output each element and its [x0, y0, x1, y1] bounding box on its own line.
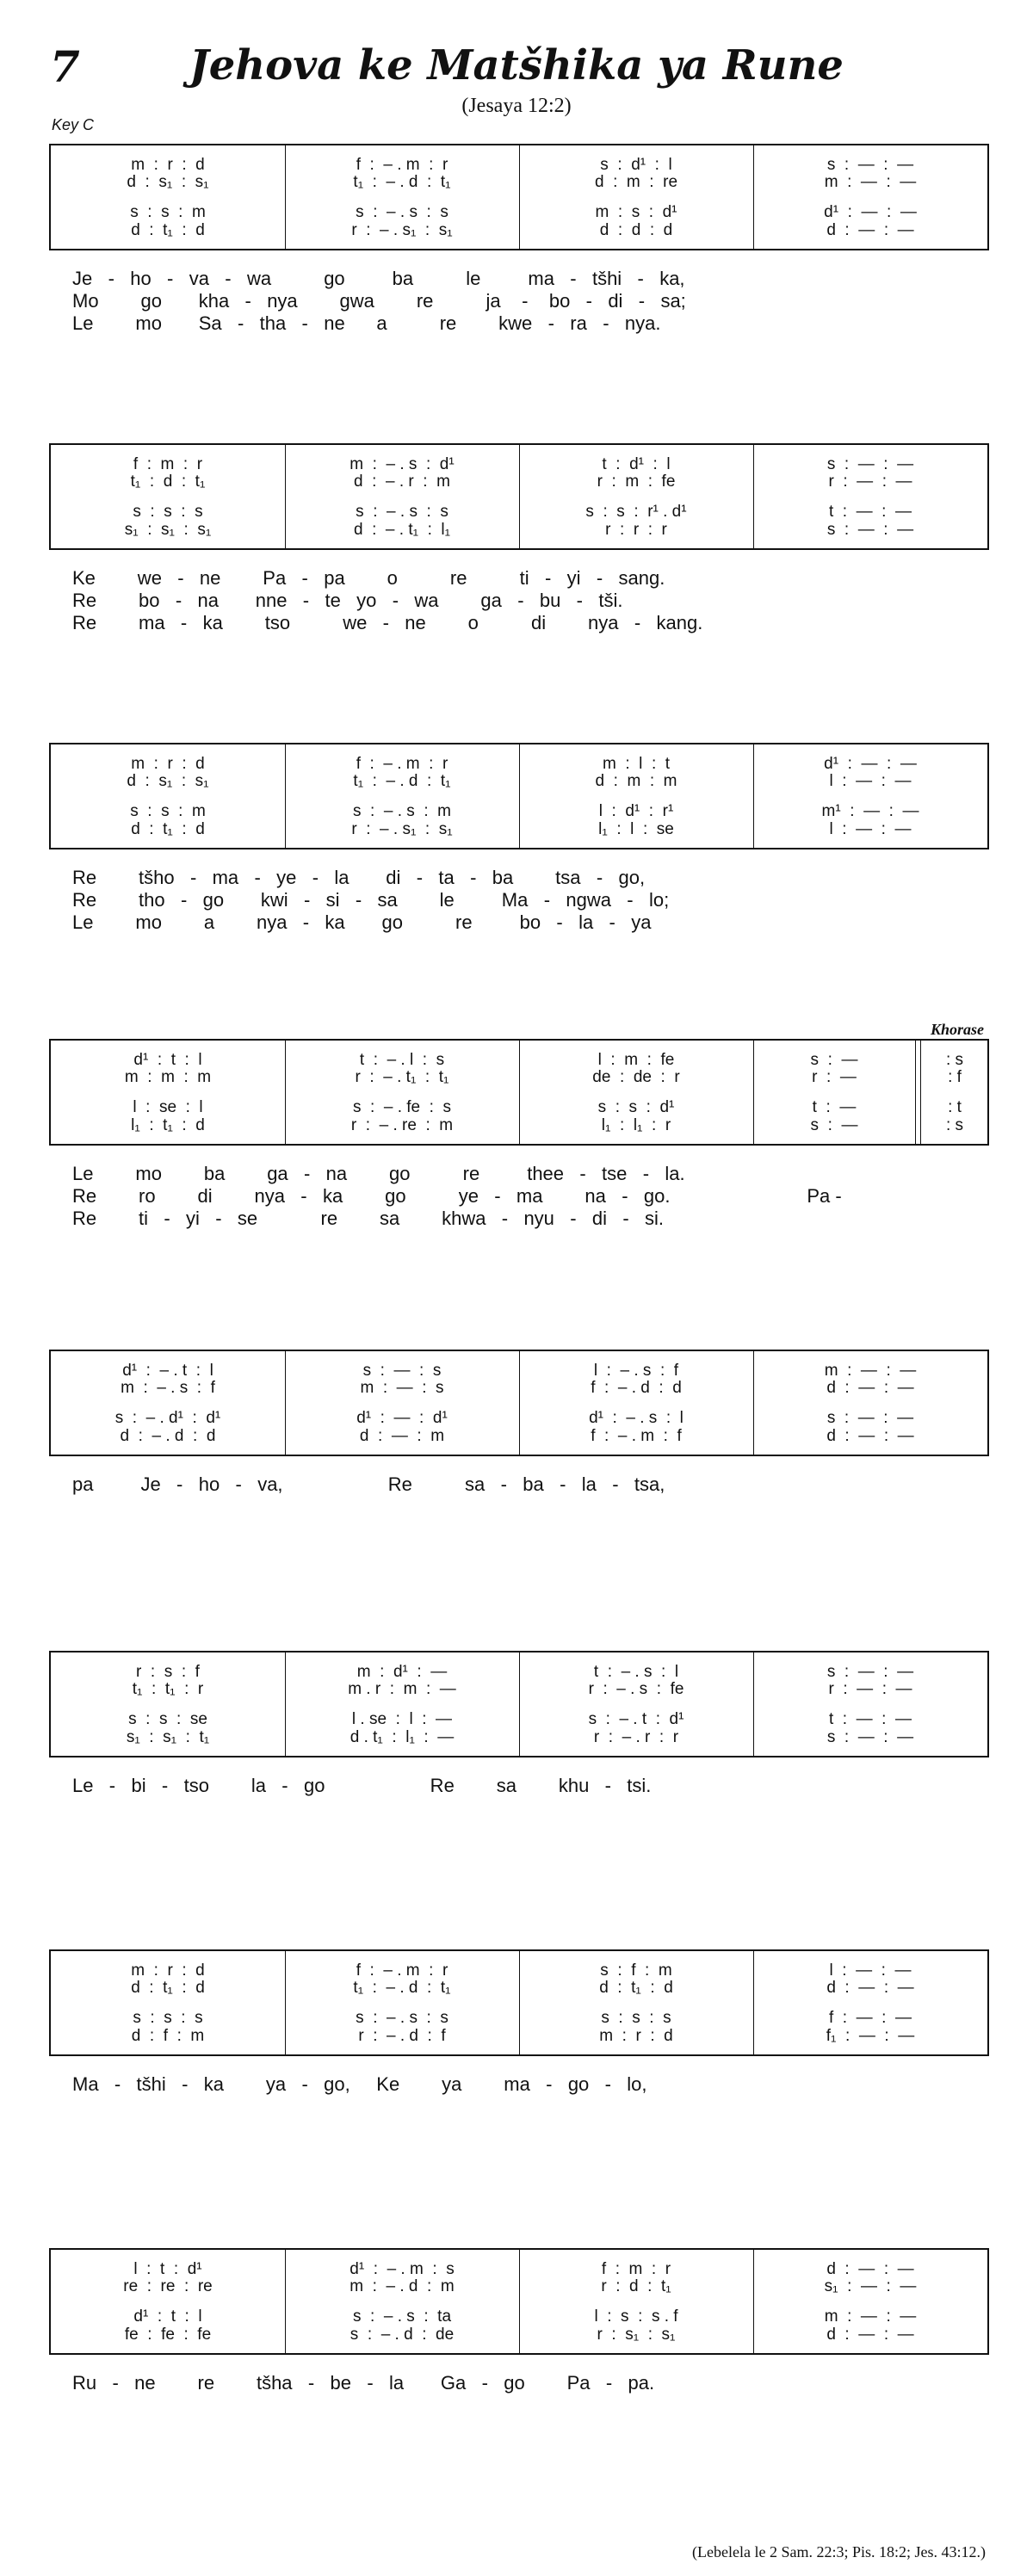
- measure: [753, 1041, 915, 1144]
- bar-line: [519, 1041, 520, 1144]
- solfa-notes: s : – . s : s: [356, 203, 448, 221]
- lyric-line: Ma - tšhi - ka ya - go, Ke ya ma - go - lo,: [72, 2073, 647, 2095]
- solfa-notes: m : r : d: [131, 755, 205, 773]
- lyrics-block: [72, 2073, 1019, 2096]
- solfa-notes: s : — : —: [826, 1728, 914, 1746]
- voice-row: [519, 520, 753, 541]
- solfa-notes: s : —: [810, 1116, 858, 1134]
- voice-row: [753, 1115, 915, 1136]
- solfa-notes: r : d : t₁: [601, 2277, 671, 2295]
- solfa-notes: : s: [945, 1051, 964, 1069]
- voice-row: [285, 2325, 519, 2345]
- voice-row: [51, 2276, 285, 2297]
- solfa-notes: s : s : se: [128, 1710, 207, 1728]
- solfa-notes: d . t₁ : l₁ : —: [349, 1728, 455, 1746]
- solfa-notes: f : – . m : r: [356, 1961, 448, 1980]
- solfa-notes: r : – . s₁ : s₁: [351, 221, 453, 239]
- solfa-notes: f : – . d : d: [591, 1379, 682, 1397]
- bar-line: [519, 2250, 520, 2353]
- solfa-notes: d : – . t₁ : l₁: [353, 521, 451, 539]
- lyrics-block: [72, 867, 1019, 934]
- voice-row: [753, 2325, 987, 2345]
- voice-row: [285, 1067, 519, 1088]
- solfa-notes: d : — : —: [826, 1427, 914, 1445]
- measure: [51, 445, 285, 548]
- voice-row: [285, 1115, 519, 1136]
- music-system: [49, 1651, 989, 1757]
- solfa-notes: l : d¹ : r¹: [598, 802, 674, 820]
- solfa-notes: s : s : s: [133, 2009, 203, 2027]
- voice-row: [519, 2276, 753, 2297]
- voice-row: [519, 2325, 753, 2345]
- solfa-notes: f₁ : — : —: [826, 2027, 915, 2045]
- bar-line: [519, 445, 520, 548]
- solfa-notes: t : —: [812, 1098, 857, 1116]
- solfa-notes: m : d¹ : —: [356, 1663, 448, 1681]
- solfa-notes: r : s : f: [136, 1663, 200, 1681]
- solfa-notes: d¹ : – . s : l: [589, 1409, 684, 1427]
- solfa-notes: m : r : d: [131, 1961, 205, 1980]
- solfa-notes: f : m : r: [133, 455, 203, 473]
- scripture-reference: (Jesaya 12:2): [461, 95, 572, 117]
- lyrics-block: [72, 1775, 1019, 1797]
- measure: [753, 145, 987, 249]
- bar-line: [285, 145, 286, 249]
- voice-row: [519, 1067, 753, 1088]
- bar-line: [285, 744, 286, 848]
- voice-row: [753, 472, 987, 492]
- voice-row: [753, 172, 987, 193]
- solfa-notes: f : – . m : r: [356, 755, 448, 773]
- music-system: [49, 144, 989, 250]
- solfa-notes: l₁ : l : se: [598, 820, 674, 838]
- voice-row: [519, 771, 753, 792]
- voice-row: [519, 1115, 753, 1136]
- lyric-line: Le mo ba ga - na go re thee - tse - la.: [72, 1163, 685, 1184]
- music-system: [49, 1949, 989, 2056]
- voice-row: [753, 220, 987, 241]
- bar-line: [753, 1951, 754, 2054]
- voice-row: [51, 2026, 285, 2047]
- bar-line: [285, 1351, 286, 1455]
- voice-row: [753, 1978, 987, 1998]
- voice-row: [285, 1978, 519, 1998]
- bar-line: [753, 744, 754, 848]
- voice-row: [51, 520, 285, 541]
- bar-line: [285, 445, 286, 548]
- measure: [519, 1652, 753, 1756]
- measure: [51, 744, 285, 848]
- measure: [519, 744, 753, 848]
- lyric-line: Je - ho - va - wa go ba le ma - tšhi - ka,: [72, 268, 685, 289]
- lyric-line: Le mo Sa - tha - ne a re kwe - ra - nya.: [72, 312, 661, 334]
- voice-row: [519, 1727, 753, 1748]
- voice-row: [519, 1378, 753, 1399]
- measure: [51, 2250, 285, 2353]
- voice-row: [519, 1978, 753, 1998]
- voice-row: [753, 771, 987, 792]
- lyric-line: Re tšho - ma - ye - la di - ta - ba tsa - go,: [72, 867, 646, 888]
- solfa-notes: s : s : d¹: [597, 1098, 675, 1116]
- solfa-notes: d¹ : — : d¹: [356, 1409, 448, 1427]
- solfa-notes: t : – . s : l: [593, 1663, 679, 1681]
- voice-row: [753, 1378, 987, 1399]
- solfa-notes: l : se : l: [133, 1098, 203, 1116]
- solfa-notes: fe : fe : fe: [124, 2326, 212, 2344]
- measure: [51, 1041, 285, 1144]
- lyric-line: Ru - ne re tšha - be - la Ga - go Pa - pa.: [72, 2372, 655, 2394]
- solfa-notes: s : – . s : s: [356, 503, 448, 521]
- solfa-notes: f : — : —: [828, 2009, 912, 2027]
- solfa-notes: re : re : re: [123, 2277, 213, 2295]
- chorus-label: Khorase: [930, 1021, 984, 1038]
- voice-row: [753, 2276, 987, 2297]
- bar-line: [753, 1351, 754, 1455]
- voice-row: [519, 220, 753, 241]
- measure: [285, 744, 519, 848]
- key-signature: Key C: [52, 116, 95, 133]
- music-system: [49, 1039, 989, 1146]
- voice-row: [51, 771, 285, 792]
- bar-line: [285, 1041, 286, 1144]
- solfa-notes: r : – . re : m: [350, 1116, 454, 1134]
- solfa-notes: m . r : m : —: [348, 1680, 456, 1698]
- solfa-notes: s : – . t : d¹: [588, 1710, 684, 1728]
- solfa-notes: s : — : —: [826, 1663, 914, 1681]
- measure: [519, 1951, 753, 2054]
- voice-row: [51, 1115, 285, 1136]
- solfa-notes: r : s₁ : s₁: [597, 2326, 676, 2344]
- solfa-notes: l : — : —: [829, 820, 912, 838]
- bar-line: [753, 145, 754, 249]
- lyrics-block: [72, 1163, 1019, 1230]
- solfa-notes: m : – . s : d¹: [349, 455, 455, 473]
- voice-row: [753, 1426, 987, 1447]
- solfa-notes: t₁ : – . d : t₁: [353, 772, 451, 790]
- solfa-notes: l₁ : l₁ : r: [601, 1116, 671, 1134]
- voice-row: [51, 1067, 285, 1088]
- bar-line: [519, 1951, 520, 2054]
- solfa-notes: d¹ : — : —: [824, 203, 917, 221]
- bar-line: [285, 2250, 286, 2353]
- solfa-notes: r : – . r : r: [593, 1728, 679, 1746]
- solfa-notes: m : – . d : m: [349, 2277, 455, 2295]
- voice-row: [51, 819, 285, 840]
- measure: [519, 145, 753, 249]
- voice-row: [519, 2026, 753, 2047]
- solfa-notes: d¹ : – . t : l: [122, 1362, 213, 1380]
- solfa-notes: m : — : —: [824, 173, 917, 191]
- voice-row: [285, 1727, 519, 1748]
- solfa-notes: r : — : —: [828, 473, 912, 491]
- solfa-notes: l : — : —: [829, 1961, 912, 1980]
- voice-row: [285, 2276, 519, 2297]
- solfa-notes: f : – . m : f: [591, 1427, 682, 1445]
- voice-row: [285, 172, 519, 193]
- voice-row: [519, 1679, 753, 1700]
- solfa-notes: s : – . s : m: [352, 802, 452, 820]
- solfa-notes: d : t₁ : d: [599, 1979, 673, 1997]
- solfa-notes: l₁ : t₁ : d: [131, 1116, 205, 1134]
- solfa-notes: d : f : m: [131, 2027, 205, 2045]
- lyrics-block: [72, 1473, 1019, 1496]
- solfa-notes: m : r : d: [599, 2027, 673, 2045]
- solfa-notes: s : – . s : ta: [352, 2307, 452, 2326]
- lyrics-block: [72, 268, 1019, 335]
- measure: [51, 1351, 285, 1455]
- music-system: [49, 1350, 989, 1456]
- solfa-notes: f : m : r: [601, 2260, 671, 2278]
- solfa-notes: s : — : —: [826, 1409, 914, 1427]
- solfa-notes: s : – . s : s: [356, 2009, 448, 2027]
- measure: [519, 2250, 753, 2353]
- solfa-notes: d : — : —: [826, 1979, 914, 1997]
- measure: [519, 1351, 753, 1455]
- bar-line: [519, 744, 520, 848]
- lyrics-block: [72, 2372, 1019, 2394]
- lyric-line: Re ro di nya - ka go ye - ma na - go. Pa -: [72, 1185, 842, 1207]
- solfa-notes: d¹ : – . m : s: [349, 2260, 455, 2278]
- solfa-notes: l . se : l : —: [351, 1710, 453, 1728]
- solfa-notes: t : d¹ : l: [602, 455, 671, 473]
- song-number: 7: [50, 41, 80, 92]
- measure: [285, 145, 519, 249]
- voice-row: [753, 520, 987, 541]
- solfa-notes: s : s : m: [130, 802, 206, 820]
- voice-row: [51, 172, 285, 193]
- solfa-notes: d : — : —: [826, 2260, 914, 2278]
- voice-row: [51, 1426, 285, 1447]
- solfa-notes: d : – . d : d: [120, 1427, 216, 1445]
- lyric-line: Re tho - go kwi - si - sa le Ma - ngwa - lo;: [72, 889, 670, 911]
- voice-row: [753, 1727, 987, 1748]
- voice-row: [519, 1426, 753, 1447]
- bar-line: [285, 1951, 286, 2054]
- solfa-notes: d : — : —: [826, 221, 914, 239]
- solfa-notes: d : m : m: [595, 772, 677, 790]
- measure: [285, 1041, 519, 1144]
- voice-row: [285, 1378, 519, 1399]
- voice-row: [51, 2325, 285, 2345]
- bar-line: [519, 1652, 520, 1756]
- music-system: [49, 2248, 989, 2355]
- solfa-notes: d : d : d: [599, 221, 673, 239]
- solfa-notes: r : m : fe: [597, 473, 676, 491]
- music-system: [49, 443, 989, 550]
- measure: [753, 445, 987, 548]
- measure: [285, 1351, 519, 1455]
- solfa-notes: d¹ : t : l: [133, 1051, 202, 1069]
- measure: [285, 1951, 519, 2054]
- voice-row: [753, 1067, 915, 1088]
- solfa-notes: d : — : —: [826, 1379, 914, 1397]
- lyric-line: pa Je - ho - va, Re sa - ba - la - tsa,: [72, 1473, 665, 1495]
- bar-line: [519, 145, 520, 249]
- voice-row: [51, 220, 285, 241]
- solfa-notes: m : – . s : f: [121, 1379, 215, 1397]
- bar-line: [753, 445, 754, 548]
- solfa-notes: s : s : m: [130, 203, 206, 221]
- solfa-notes: s : – . d : de: [349, 2326, 455, 2344]
- solfa-notes: r : — : —: [828, 1680, 912, 1698]
- bar-line: [753, 2250, 754, 2353]
- solfa-notes: : f: [948, 1068, 962, 1086]
- voice-row: [519, 172, 753, 193]
- lyric-line: Re ma - ka tso we - ne o di nya - kang.: [72, 612, 703, 633]
- solfa-notes: r : r : r: [605, 521, 667, 539]
- voice-row: [51, 472, 285, 492]
- solfa-notes: l : — : —: [829, 772, 912, 790]
- measure: [753, 1351, 987, 1455]
- voice-row: [285, 220, 519, 241]
- solfa-notes: f : – . m : r: [356, 156, 448, 174]
- solfa-notes: d : s₁ : s₁: [127, 772, 209, 790]
- voice-row: [753, 819, 987, 840]
- measure: [51, 1951, 285, 2054]
- solfa-notes: s : —: [810, 1051, 858, 1069]
- solfa-notes: d : t₁ : d: [131, 221, 205, 239]
- lyric-line: Le - bi - tso la - go Re sa khu - tsi.: [72, 1775, 652, 1796]
- measure: [753, 1951, 987, 2054]
- lyric-line: Mo go kha - nya gwa re ja - bo - di - sa;: [72, 290, 686, 312]
- solfa-notes: d¹ : — : —: [824, 755, 917, 773]
- double-bar-line: [915, 1041, 921, 1144]
- solfa-notes: de : de : r: [592, 1068, 680, 1086]
- solfa-notes: s : s : s: [133, 503, 203, 521]
- solfa-notes: m : — : s: [360, 1379, 444, 1397]
- solfa-notes: s₁ : — : —: [824, 2277, 917, 2295]
- bar-line: [285, 1652, 286, 1756]
- measure: [51, 1652, 285, 1756]
- solfa-notes: s : — : —: [826, 455, 914, 473]
- voice-row: [285, 1679, 519, 1700]
- song-title: Jehova ke Matšhika ya Rune: [189, 41, 844, 90]
- solfa-notes: l : t : d¹: [133, 2260, 202, 2278]
- voice-row: [285, 1426, 519, 1447]
- solfa-notes: d : — : —: [826, 2326, 914, 2344]
- solfa-notes: s : — : —: [826, 156, 914, 174]
- solfa-notes: m : r : d: [131, 156, 205, 174]
- solfa-notes: r : – . s : fe: [588, 1680, 684, 1698]
- measure: [51, 145, 285, 249]
- bar-line: [519, 1351, 520, 1455]
- solfa-notes: d : m : re: [594, 173, 678, 191]
- voice-row: [285, 819, 519, 840]
- solfa-notes: s : s : s: [601, 2009, 671, 2027]
- solfa-notes: m : l : t: [602, 755, 671, 773]
- solfa-notes: : s: [945, 1116, 964, 1134]
- lyric-line: Ke we - ne Pa - pa o re ti - yi - sang.: [72, 567, 665, 589]
- voice-row: [922, 1067, 987, 1088]
- music-system: [49, 743, 989, 849]
- voice-row: [922, 1115, 987, 1136]
- solfa-notes: s : – . fe : s: [352, 1098, 452, 1116]
- measure: [753, 2250, 987, 2353]
- measure: [519, 445, 753, 548]
- lyric-line: Re ti - yi - se re sa khwa - nyu - di - si.: [72, 1208, 665, 1229]
- solfa-notes: r : – . s₁ : s₁: [351, 820, 453, 838]
- solfa-notes: t₁ : t₁ : r: [132, 1680, 204, 1698]
- solfa-notes: d : — : m: [359, 1427, 445, 1445]
- lyric-line: Re bo - na nne - te yo - wa ga - bu - tši.: [72, 590, 623, 611]
- solfa-notes: r : —: [812, 1068, 857, 1086]
- lyric-line: Le mo a nya - ka go re bo - la - ya: [72, 911, 652, 933]
- solfa-notes: : t: [948, 1098, 962, 1116]
- voice-row: [51, 1679, 285, 1700]
- voice-row: [753, 2026, 987, 2047]
- solfa-notes: l : s : s . f: [594, 2307, 678, 2326]
- solfa-notes: m : s : d¹: [595, 203, 677, 221]
- solfa-notes: s : d¹ : l: [600, 156, 672, 174]
- solfa-notes: m : m : m: [124, 1068, 212, 1086]
- solfa-notes: m : — : —: [824, 1362, 917, 1380]
- solfa-notes: s : — : —: [826, 521, 914, 539]
- measure: [285, 1652, 519, 1756]
- voice-row: [519, 472, 753, 492]
- solfa-notes: r : – . t₁ : t₁: [355, 1068, 449, 1086]
- solfa-notes: d¹ : t : l: [133, 2307, 202, 2326]
- solfa-notes: d : s₁ : s₁: [127, 173, 209, 191]
- solfa-notes: r : – . d : f: [358, 2027, 446, 2045]
- solfa-notes: s₁ : s₁ : t₁: [126, 1728, 210, 1746]
- bar-line: [753, 1041, 754, 1144]
- solfa-notes: l : – . s : f: [593, 1362, 679, 1380]
- voice-row: [51, 1378, 285, 1399]
- measure: [753, 1652, 987, 1756]
- solfa-notes: d : – . r : m: [354, 473, 450, 491]
- solfa-notes: l : m : fe: [597, 1051, 675, 1069]
- footer-references: (Lebelela le 2 Sam. 22:3; Pis. 18:2; Jes. 43:12.): [692, 2543, 986, 2561]
- solfa-notes: t₁ : – . d : t₁: [353, 1979, 451, 1997]
- measure: [285, 2250, 519, 2353]
- voice-row: [753, 1679, 987, 1700]
- voice-row: [51, 1978, 285, 1998]
- voice-row: [285, 771, 519, 792]
- voice-row: [285, 520, 519, 541]
- solfa-notes: t : — : —: [828, 503, 912, 521]
- solfa-notes: t : — : —: [828, 1710, 912, 1728]
- solfa-notes: s : s : r¹ . d¹: [585, 503, 687, 521]
- solfa-notes: s₁ : s₁ : s₁: [124, 521, 212, 539]
- solfa-notes: s : f : m: [600, 1961, 672, 1980]
- bar-line: [753, 1652, 754, 1756]
- measure: [519, 1041, 753, 1144]
- lyrics-block: [72, 567, 1019, 634]
- voice-row: [285, 2026, 519, 2047]
- solfa-notes: t₁ : – . d : t₁: [353, 173, 451, 191]
- solfa-notes: d : t₁ : d: [131, 820, 205, 838]
- solfa-notes: s : — : s: [362, 1362, 442, 1380]
- solfa-notes: m : — : —: [824, 2307, 917, 2326]
- pickup-measure: [922, 1041, 987, 1144]
- measure: [285, 445, 519, 548]
- solfa-notes: t₁ : d : t₁: [130, 473, 206, 491]
- voice-row: [51, 1727, 285, 1748]
- measure: [753, 744, 987, 848]
- solfa-notes: s : – . d¹ : d¹: [114, 1409, 221, 1427]
- voice-row: [285, 472, 519, 492]
- solfa-notes: t : – . l : s: [359, 1051, 445, 1069]
- solfa-notes: m¹ : — : —: [821, 802, 919, 820]
- voice-row: [519, 819, 753, 840]
- solfa-notes: d : t₁ : d: [131, 1979, 205, 1997]
